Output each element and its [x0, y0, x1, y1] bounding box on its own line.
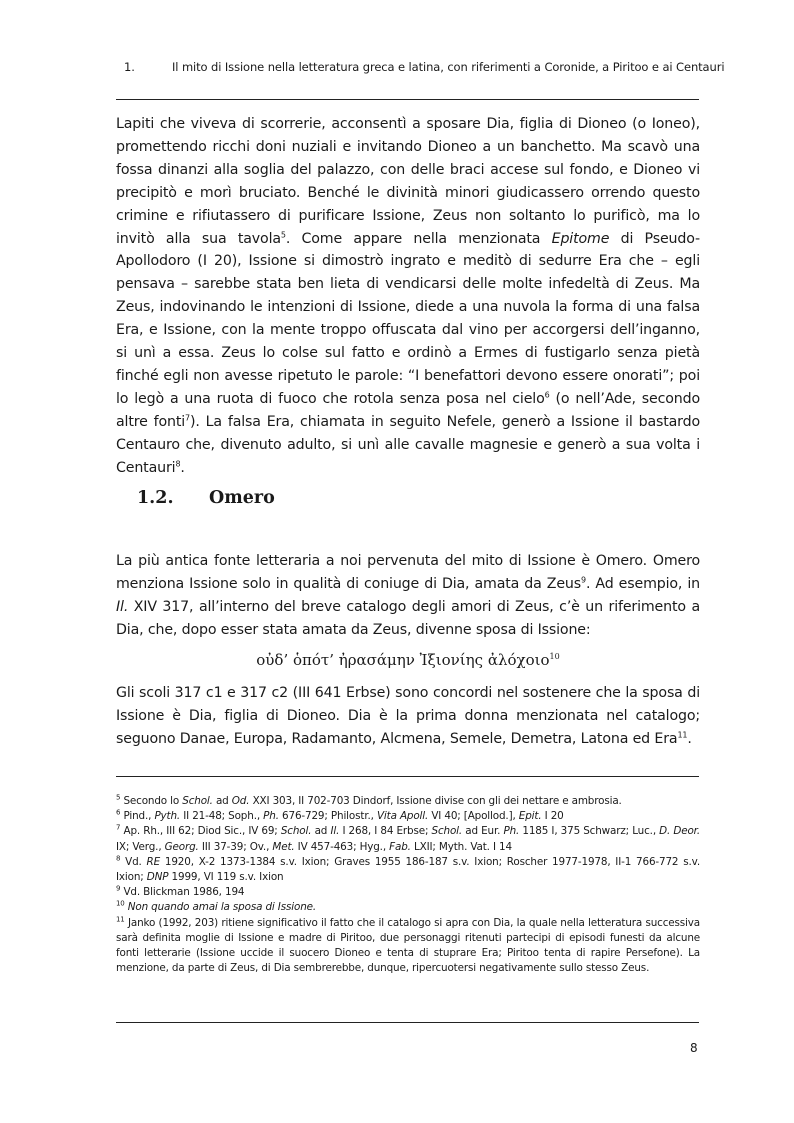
section-title: Omero [209, 488, 275, 508]
text-run: Gli scoli 317 c1 e 317 c2 (III 641 Erbse) sono concordi nel sostenere che la sposa di Issione è Dia, figlia di Dioneo. Dia è la prima donna menzionata nel catalogo; seguono Danae, Europa, Radamanto, Alcmena, Semele, Demetra, Latona ed Era [116, 685, 700, 747]
text-run: . [180, 459, 185, 476]
text-run: I 268, I 84 Erbse; [339, 825, 432, 838]
text-run: 1920, X-2 1373-1384 s.v. Ixion; Graves 1955 186-187 s.v. Ixion; Roscher 1977-1978, II-1 766-772 s.v. Ixion; [116, 855, 700, 884]
italic-title: Georg. [164, 840, 199, 853]
italic-title: Ph. [263, 810, 279, 823]
text-run: III 37-39; Ov., [198, 840, 273, 853]
footnote-8 [116, 855, 700, 885]
text-run: Vd. Blickman 1986, 194 [120, 886, 245, 899]
text-run: II 21-48; Soph., [180, 810, 264, 823]
text-run: XXI 303, II 702-703 Dindorf, Issione divise con gli dei nettare e ambrosia. [249, 795, 622, 807]
body-paragraph [116, 113, 700, 480]
footnote-number: 11 [116, 915, 125, 924]
chapter-number: 1. [124, 60, 135, 74]
text-run: 1999, VI 119 s.v. Ixion [168, 871, 284, 884]
footnote-6 [116, 809, 700, 824]
text-run: ad [212, 795, 232, 807]
text-run: I 20 [541, 810, 564, 823]
chapter-title: Il mito di Issione nella letteratura greca e latina, con riferimenti a Coronide, a Piritoo e ai Centauri [172, 60, 725, 74]
italic-title: Vita Apoll. [376, 810, 429, 823]
greek-quotation [116, 649, 700, 671]
footnotes [116, 794, 700, 976]
running-header [124, 60, 725, 74]
footnote-7 [116, 824, 700, 854]
page-number: 8 [690, 1041, 698, 1055]
text-run: Ap. Rh., III 62; Diod Sic., IV 69; [120, 825, 281, 838]
italic-title: Ph. [503, 825, 520, 838]
footnote-number: 9 [116, 884, 121, 893]
footnote-ref[interactable]: 8 [175, 458, 181, 468]
italic-title: Fab. [389, 840, 411, 853]
italic-translation: Non quando amai la sposa di Issione. [124, 901, 317, 914]
italic-title: Od. [231, 795, 250, 807]
footnote-number: 8 [116, 854, 121, 863]
text-run: 676-729; Philostr., [278, 810, 377, 823]
footnote-separator [116, 776, 699, 777]
greek-verse: οὐδ’ ὁπότ’ ἠρασάμην Ἰξιονίης ἀλόχοιο [256, 651, 550, 669]
section-number: 1.2. [137, 488, 174, 508]
body-paragraph [116, 682, 700, 751]
footnote-number: 6 [116, 808, 121, 817]
text-run: La più antica fonte letteraria a noi pervenuta del mito di Issione è Omero. Omero menziona Issione solo in qualità di coniuge di Dia, amata da Zeus [116, 553, 700, 592]
text-run: 1185 I, 375 Schwarz; Luc., [519, 825, 660, 838]
text-run: VI 40; [Apollod.], [428, 810, 519, 823]
text-run: XIV 317, all’interno del breve catalogo degli amori di Zeus, c’è un riferimento a Dia, che, dopo esser stata amata da Zeus, divenne sposa di Issione: [116, 598, 700, 638]
italic-title: Met. [272, 840, 295, 853]
text-run: ad Eur. [462, 825, 504, 838]
italic-title: Schol. [280, 825, 312, 838]
header-rule [116, 99, 699, 100]
text-run: ). La falsa Era, chiamata in seguito Nefele, generò a Issione il bastardo Centauro che, divenuto adulto, si unì alle cavalle magnesie e generò a sua volta i Centauri [116, 413, 701, 476]
text-run: ad [311, 825, 331, 838]
footnote-ref[interactable]: 5 [280, 229, 286, 239]
footnote-10 [116, 900, 700, 915]
text-run: . Ad esempio, in [585, 575, 701, 592]
footnote-5 [116, 794, 700, 809]
italic-title: D. Deor. [659, 825, 700, 838]
text-run: Janko (1992, 203) ritiene significativo il fatto che il catalogo si apra con Dia, la quale nella letteratura successiva sarà definita moglie di Issione e madre di Piritoo, due personaggi ritenuti partecipi di episodi funesti da alcune fonti letterarie (Issione uccide il suocero Dioneo e tenta di stuprare Era; Piritoo tenta di rapire Persefone). La menzione, da parte di Zeus, di Dia sembrerebbe, dunque, ripercuotersi negativamente sullo stesso Zeus. [116, 916, 700, 975]
section-heading [137, 488, 275, 508]
italic-title: Epit. [518, 810, 542, 823]
text-run: Secondo lo [120, 795, 183, 807]
text-run: IX; Verg., [116, 840, 165, 853]
footnote-number: 5 [116, 793, 121, 802]
text-run: di Pseudo-Apollodoro (I 20), Issione si dimostrò ingrato e meditò di sedurre Era che – egli pensava – sarebbe stata ben lieta di vendicarsi delle molte infedeltà di Zeus. Ma Zeus, indovinando le intenzioni di Issione, diede a una nuvola la forma di una falsa Era, e Issione, con la mente troppo offuscata dal vino per accorgersi dell’inganno, si unì a essa. Zeus lo colse sul fatto e ordinò a Ermes di fustigarlo senza pietà finché egli non avesse ripetuto le parole: “I benefattori devono essere onorati”; poi lo legò a una ruota di fuoco che rotola senza posa nel cielo [116, 230, 700, 407]
text-run: . Come appare nella menzionata [285, 230, 552, 247]
italic-title: Pyth. [154, 810, 181, 823]
footnote-11 [116, 916, 700, 977]
footnote-ref[interactable]: 11 [677, 730, 688, 740]
footnote-number: 10 [116, 899, 125, 908]
italic-title: DNP [146, 871, 169, 884]
footnote-ref[interactable]: 6 [544, 390, 550, 400]
footnote-number: 7 [116, 823, 121, 832]
italic-title: Il. [330, 825, 340, 838]
italic-title: RE [146, 855, 161, 868]
italic-title: Il. [116, 598, 129, 615]
text-run: . [687, 730, 692, 747]
text-run: Pind., [120, 810, 155, 823]
italic-title: Epitome [551, 230, 610, 247]
footnote-ref[interactable]: 9 [581, 575, 586, 585]
footnote-ref[interactable]: 10 [549, 652, 560, 661]
footnote-ref[interactable]: 7 [185, 413, 190, 423]
text-run: IV 457-463; Hyg., [294, 840, 390, 853]
text-run: LXII; Myth. Vat. I 14 [410, 840, 512, 853]
text-run: Vd. [120, 855, 147, 868]
italic-title: Schol. [182, 795, 213, 807]
italic-title: Schol. [431, 825, 463, 838]
footnote-9 [116, 885, 700, 900]
footer-rule [116, 1022, 699, 1023]
body-paragraph [116, 550, 700, 642]
text-run: Lapiti che viveva di scorrerie, acconsentì a sposare Dia, figlia di Dioneo (o Ioneo), promettendo ricchi doni nuziali e invitando Dioneo a un banchetto. Ma scavò una fossa dinanzi alla soglia del palazzo, con delle braci accese sul fondo, e Dioneo vi precipitò e morì bruciato. Benché le divinità minori giudicassero orrendo questo crimine e rifiutassero di purificare Issione, Zeus non soltanto lo purificò, ma lo invitò alla sua tavola [116, 116, 700, 247]
text-run: (o nell’Ade, secondo altre fonti [116, 390, 700, 430]
